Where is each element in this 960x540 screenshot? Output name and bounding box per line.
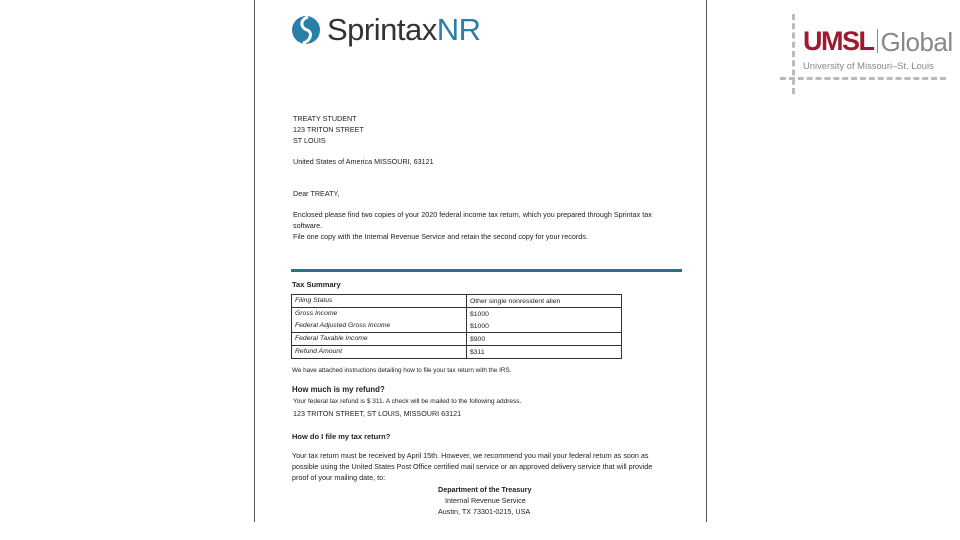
tax-summary-title: Tax Summary <box>292 280 341 289</box>
address-line: 123 TRITON STREET <box>293 125 364 134</box>
sprintax-swirl-icon <box>291 14 321 46</box>
address-line: ST LOUIS <box>293 136 326 145</box>
file-line: Your tax return must be received by April 15th. However, we recommend you mail your federal return as soon as <box>292 451 649 460</box>
row-value: $1000 <box>470 323 489 330</box>
table-row <box>292 295 622 308</box>
row-label: Refund Amount <box>295 348 342 355</box>
row-value: $1000 <box>470 311 489 318</box>
document-page <box>254 0 707 522</box>
row-label: Filing Status <box>295 297 333 304</box>
refund-address: 123 TRITON STREET, ST LOUIS, MISSOURI 63121 <box>293 409 462 418</box>
greeting: Dear TREATY, <box>293 189 340 198</box>
file-line: possible using the United States Post Office certified mail service or an approved delivery service that will provide <box>292 462 653 471</box>
irs-address: Austin, TX 73301-0215, USA <box>438 507 531 516</box>
table-row <box>292 346 622 359</box>
table-row <box>292 333 622 346</box>
file-line: proof of your mailing date, to: <box>292 473 386 482</box>
refund-heading: How much is my refund? <box>292 385 385 394</box>
row-label: Federal Adjusted Gross Income <box>295 322 391 329</box>
table-row <box>292 308 622 333</box>
file-heading: How do I file my tax return? <box>292 432 391 441</box>
row-value: $311 <box>470 349 485 356</box>
irs-dept: Department of the Treasury <box>438 485 532 494</box>
intro-line: File one copy with the Internal Revenue Service and retain the second copy for your records. <box>293 232 588 241</box>
intro-line: Enclosed please find two copies of your 2020 federal income tax return, which you prepared through Sprintax tax <box>293 210 652 219</box>
refund-line: Your federal tax refund is $ 311. A check will be mailed to the following address. <box>293 398 522 405</box>
umsl-subtitle: University of Missouri–St. Louis <box>803 60 934 71</box>
umsl-global-logo <box>780 14 953 94</box>
irs-service: Internal Revenue Service <box>445 496 526 505</box>
address-line: TREATY STUDENT <box>293 114 357 123</box>
logo-brand: Sprintax <box>327 12 437 47</box>
sprintax-logo <box>291 12 481 48</box>
country-line: United States of America MISSOURI, 63121 <box>293 157 434 166</box>
logo-suffix: NR <box>436 12 481 47</box>
umsl-global: Global <box>880 27 953 57</box>
attached-note: We have attached instructions detailing how to file your tax return with the IRS. <box>292 367 512 374</box>
umsl-name: UMSL <box>803 26 874 56</box>
row-label: Gross Income <box>295 310 338 317</box>
section-divider <box>291 269 682 272</box>
row-label: Federal Taxable Income <box>295 335 368 342</box>
row-value: $900 <box>470 336 486 343</box>
tax-summary-table <box>291 294 622 359</box>
intro-line: software. <box>293 221 323 230</box>
row-value: Other single nonresident alien <box>470 298 561 305</box>
